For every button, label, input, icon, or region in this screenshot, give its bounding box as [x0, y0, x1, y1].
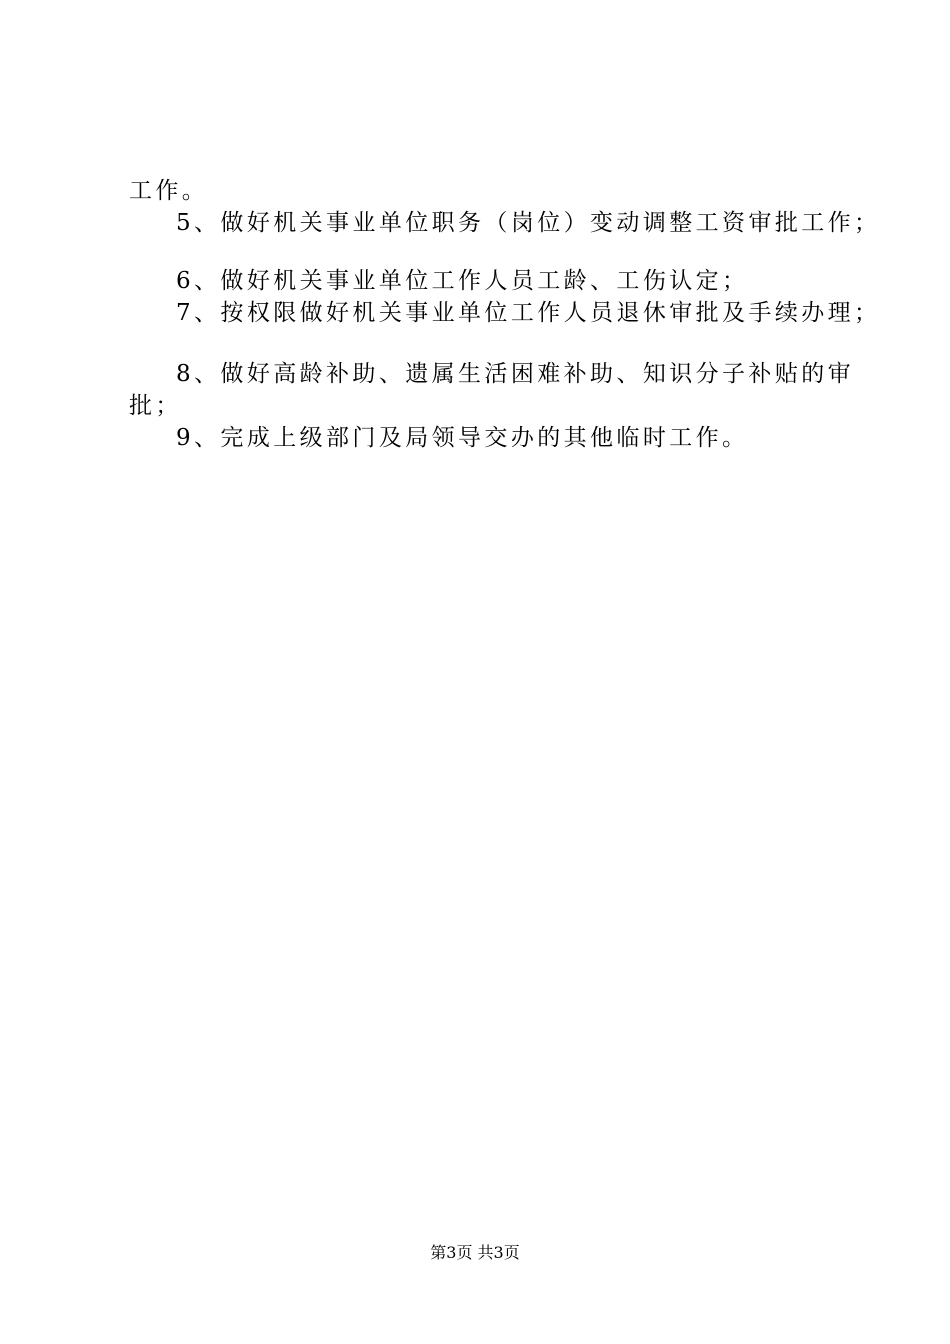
list-item-6: 6、做好机关事业单位工作人员工龄、工伤认定； — [176, 268, 749, 294]
list-item-8: 8、做好高龄补助、遗属生活困难补助、知识分子补贴的审 — [176, 361, 855, 387]
list-item-5: 5、做好机关事业单位职务（岗位）变动调整工资审批工作； — [176, 210, 881, 236]
paragraph-line-continuation: 工作。 — [129, 178, 209, 204]
list-item-7: 7、按权限做好机关事业单位工作人员退休审批及手续办理； — [176, 300, 881, 326]
list-item-8-continuation: 批； — [129, 393, 182, 419]
list-item-9: 9、完成上级部门及局领导交办的其他临时工作。 — [176, 425, 749, 451]
page-footer: 第3页 共3页 — [430, 1243, 520, 1262]
